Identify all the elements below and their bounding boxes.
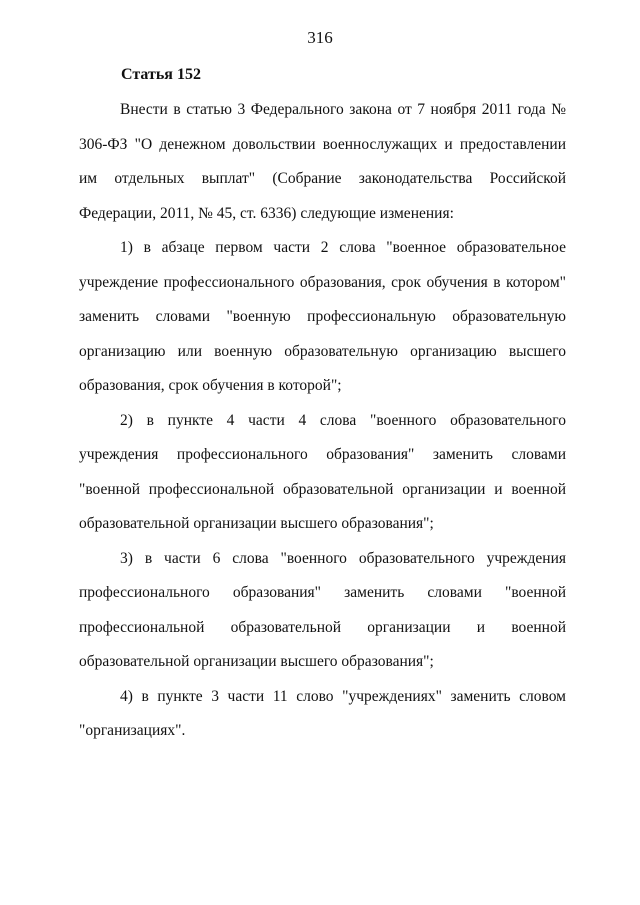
article-title: Статья 152: [121, 66, 201, 83]
article-body: [79, 93, 566, 749]
page-number: 316: [307, 28, 333, 47]
amendment-item-2: 2) в пункте 4 части 4 слова "военного образовательного учреждения профессионального образования" заменить словами "военной профессиональной образовательной организации и военной образовательной организации высшего образования";: [79, 411, 566, 532]
amendment-item-3: 3) в части 6 слова "военного образовательного учреждения профессионального образования" заменить словами "военной профессиональной образовательной организации и военной образовательной организации высшего образования";: [79, 549, 566, 670]
amendment-item-4: 4) в пункте 3 части 11 слово "учреждениях" заменить словом "организациях".: [79, 687, 566, 739]
intro-paragraph: Внести в статью 3 Федерального закона от 7 ноября 2011 года № 306-ФЗ "О денежном довольствии военнослужащих и предоставлении им отдельных выплат" (Собрание законодательства Российской Федерации, 2011, № 45, ст. 6336) следующие изменения:: [79, 101, 566, 222]
amendment-item-1: 1) в абзаце первом части 2 слова "военное образовательное учреждение профессионального образования, срок обучения в котором" заменить словами "военную профессиональную образовательную организацию или военную образовательную организацию высшего образования, срок обучения в которой";: [79, 239, 566, 394]
